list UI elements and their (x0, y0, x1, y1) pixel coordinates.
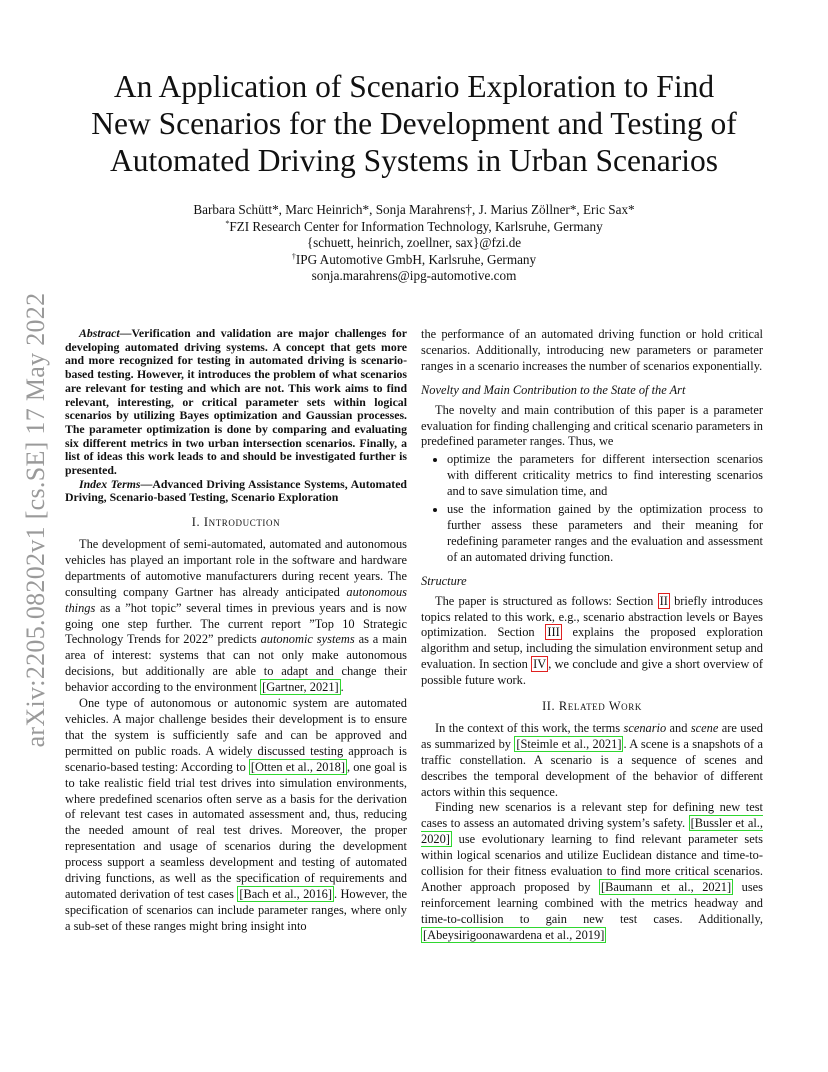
section-heading-related-work (421, 699, 763, 715)
section-reference-link[interactable]: II (659, 593, 668, 608)
section-reference-link[interactable]: IV (533, 657, 547, 672)
intro-p1-emphasis-1: autonomous things (65, 584, 407, 615)
title-line-3: Automated Driving Systems in Urban Scenarios (109, 143, 719, 178)
structure-text-c: explains the proposed exploration algorithm and setup, including the simulation environment setup and evaluation. In section (421, 625, 763, 672)
intro-paragraph-1 (65, 537, 407, 696)
intro-p2-text-a: One type of autonomous or autonomic system are automated vehicles. A major challenge besides their development is to ensure that the system is sufficiently safe and can be approved and permitted on public roads. A widely discussed testing approach is scenario-based testing: According to (65, 696, 407, 774)
section-reference-link[interactable]: III (547, 625, 560, 640)
abstract-text: —Verification and validation are major challenges for developing automated driving systems. A concept that gets more and more recognized for testing in automated driving is scenario-based testing. However, it introduces the problem of what scenarios are relevant for testing and which are not. This work aims to find relevant, interesting, or critical parameter sets within logical scenarios by utilizing Bayes optimization and Gaussian processes. The parameter optimization is done by comparing and evaluating six different metrics in two urban intersection scenarios. Finally, a list of ideas this work leads to and should be investigated further is presented. (65, 326, 407, 478)
section-heading-introduction (65, 515, 407, 531)
intro-paragraph-2 (65, 696, 407, 935)
citation-link[interactable]: [Baumann et al., 2021] (600, 880, 732, 894)
citation-link[interactable]: [Otten et al., 2018] (250, 759, 345, 774)
related-work-paragraph-2 (421, 800, 763, 943)
rw1-emphasis-1: scenario (623, 720, 667, 735)
index-terms-text: —Advanced Driving Assistance Systems, Automated Driving, Scenario-based Testing, Scenario Exploration (65, 476, 407, 505)
email-1: {schuett, heinrich, zoellner, sax}@fzi.de (306, 235, 522, 250)
structure-text-d: , we conclude and give a short overview of possible future work. (421, 657, 763, 688)
rw1-text-b: and (666, 720, 691, 735)
rw2-text-a: Finding new scenarios is a relevant step for defining new test cases to assess an automated driving system’s safety. (421, 800, 763, 831)
related-work-paragraph-1 (421, 721, 763, 801)
novelty-paragraph: The novelty and main contribution of this paper is a parameter evaluation for finding challenging and critical scenario parameters in predefined parameter ranges. Thus, we (421, 402, 763, 449)
rw1-text-a: In the context of this work, the terms (435, 720, 624, 735)
intro-p1-text-a: The development of semi-automated, automated and autonomous vehicles has played an important role in the software and hardware departments of automotive manufacturers during recent years. The consulting company Gartner has already anticipated (65, 537, 407, 599)
related-work-heading-text: II. Related Work (542, 699, 642, 714)
citation-link[interactable]: [Bach et al., 2016] (239, 886, 333, 901)
abstract (65, 327, 407, 478)
rw1-text-c: are used as summarized by (421, 720, 763, 751)
subsection-heading-novelty: Novelty and Main Contribution to the State of the Art (421, 382, 686, 397)
contribution-list (421, 452, 763, 565)
rw1-emphasis-2: scene (690, 720, 719, 735)
right-paragraph-continued: the performance of an automated driving function or hold critical scenarios. Additionally, introducing new parameters or parameter ranges in a scenario increases the number of scenarios exponentially. (421, 327, 763, 373)
title-line-1: An Application of Scenario Exploration to Find (113, 69, 715, 104)
introduction-heading-text: I. Introduction (191, 515, 281, 530)
citation-link[interactable]: [Bussler et al., 2020] (421, 816, 763, 847)
index-terms (65, 478, 407, 505)
affiliation-2-text: IPG Automotive GmbH, Karlsruhe, Germany (295, 251, 537, 267)
structure-text-a: The paper is structured as follows: Section (435, 593, 658, 608)
email-2: sonja.marahrens@ipg-automotive.com (311, 268, 517, 283)
affiliation-1: *FZI Research Center for Information Technology, Karlsruhe, Germany (225, 218, 603, 234)
right-column (421, 327, 763, 944)
intro-p2-text-c: . However, the specification of scenarios can include parameter ranges, where only a sub-set of these ranges might bring insight into (65, 886, 407, 933)
intro-p1-emphasis-2: autonomic systems (260, 632, 355, 647)
intro-p1-text-c: as a main area of interest: systems that can not only make autonomous decisions, but additionally are able to adapt and change their behavior according to the environment (65, 632, 407, 695)
left-column (65, 327, 407, 935)
rw1-text-d: . A scene is a snapshots of a traffic constellation. A scenario is a sequence of scenes and describes the temporal development of the behavior of different actors within this sequence. (421, 736, 763, 799)
paper-title (60, 68, 768, 179)
author-block (60, 202, 768, 285)
abstract-label: Abstract (79, 326, 120, 340)
list-item: • optimize the parameters for different intersection scenarios with different criticality metrics to find interesting scenarios and to save simulation time, and (447, 452, 763, 500)
author-names: Barbara Schütt*, Marc Heinrich*, Sonja Marahrens†, J. Marius Zöllner*, Eric Sax* (193, 202, 635, 217)
intro-p1-text-b: as a ”hot topic” several times in previous years and is now going one step further. The current report ”Top 10 Strategic Technology Trends for 2022” predicts (65, 600, 407, 647)
intro-p2-text-b: , one goal is to take realistic field trial test drives into simulation environments, where predefined scenarios often serve as a basis for the derivation of relevant test cases in automated assessment and, thus, reducing the needed amount of real test drives. Moreover, the proper representation and usage of scenarios during the development process support a seamless development and testing of automated driving functions, as well as the specification of requirements and automated derivation of test cases (65, 759, 407, 901)
index-terms-label: Index Terms (79, 476, 141, 491)
arxiv-identifier: arXiv:2205.08202v1 [cs.SE] 17 May 2022 (21, 292, 50, 748)
affiliation-1-text: FZI Research Center for Information Technology, Karlsruhe, Germany (229, 218, 603, 234)
citation-link[interactable]: [Abeysirigoonawardena et al., 2019] (423, 927, 605, 942)
intro-p1-text-d: . (340, 680, 344, 695)
title-line-2: New Scenarios for the Development and Testing of (91, 106, 737, 141)
rw2-text-b: use evolutionary learning to find relevant parameter sets within logical scenarios and utilize Euclidean distance and time-to-collision for their fitness evaluation to find more critical scenarios. Another approach proposed by (421, 832, 763, 894)
affiliation-2: †IPG Automotive GmbH, Karlsruhe, Germany (291, 251, 537, 267)
rw2-text-c: uses reinforcement learning combined with the metrics headway and time-to-collision to gain new test cases. Additionally, (421, 880, 763, 926)
structure-paragraph (421, 594, 763, 689)
structure-text-b: briefly introduces topics related to this work, e.g., scenario abstraction levels or Bayes optimization. Section (421, 593, 764, 640)
subsection-heading-structure: Structure (421, 573, 467, 588)
citation-link[interactable]: [Steimle et al., 2021] (516, 736, 622, 751)
list-item: • use the information gained by the optimization process to further assess these parameters and their meaning for redefining parameter ranges and the evaluation and assessment of an automated driving function. (447, 502, 763, 566)
citation-link[interactable]: [Gartner, 2021] (262, 680, 339, 695)
